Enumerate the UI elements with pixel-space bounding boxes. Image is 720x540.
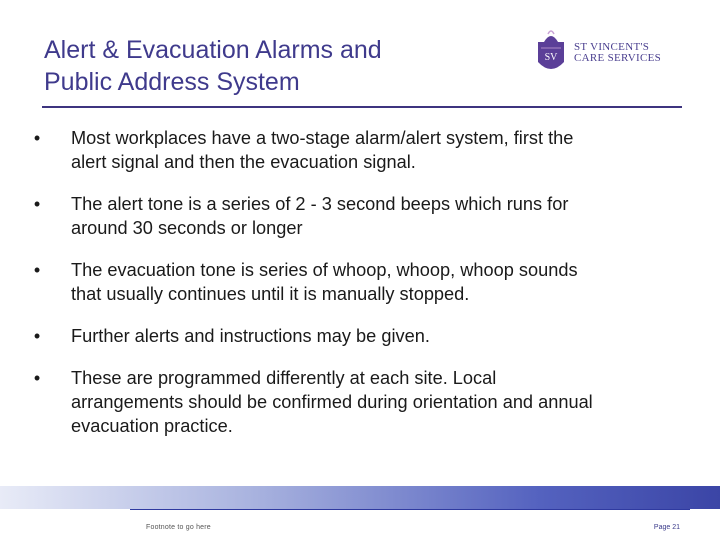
bullet-text: The alert tone is a series of 2 - 3 second beeps which runs for around 30 seconds or longer <box>71 194 569 238</box>
bullet-marker: • <box>33 260 41 280</box>
bullet-text: Further alerts and instructions may be given. <box>71 326 430 346</box>
title-divider <box>42 106 682 108</box>
footer-bar <box>0 509 720 540</box>
bullet-text: These are programmed differently at each site. Local arrangements should be confirmed during orientation and annual evacuation practice. <box>71 368 593 436</box>
shield-logo-icon <box>534 28 568 80</box>
bullet-item <box>30 258 610 306</box>
footnote: Footnote to go here <box>146 524 211 531</box>
bullet-marker: • <box>33 368 41 388</box>
logo-line-2: CARE SERVICES <box>574 52 662 64</box>
slide-title: Alert & Evacuation Alarms and Public Address System <box>44 36 382 96</box>
footer-divider <box>130 509 690 510</box>
bullet-marker: • <box>33 326 41 346</box>
page-number: Page 21 <box>653 524 680 531</box>
bullet-item <box>30 126 610 174</box>
st-vincents-logo <box>534 28 694 84</box>
bullet-text: Most workplaces have a two-stage alarm/alert system, first the alert signal and then the evacuation signal. <box>71 128 574 172</box>
bullet-list <box>30 126 610 456</box>
bullet-item <box>30 192 610 240</box>
bullet-item <box>30 324 610 348</box>
footer-gradient-band <box>0 486 720 509</box>
logo-line-1: ST VINCENT'S <box>574 41 650 53</box>
bullet-marker: • <box>33 128 41 148</box>
bullet-marker: • <box>33 194 41 214</box>
bullet-text: The evacuation tone is series of whoop, whoop, whoop sounds that usually continues until it is manually stopped. <box>71 260 578 304</box>
logo-initials: SV <box>544 52 558 63</box>
bullet-item <box>30 366 610 438</box>
logo-wordmark <box>574 42 661 64</box>
